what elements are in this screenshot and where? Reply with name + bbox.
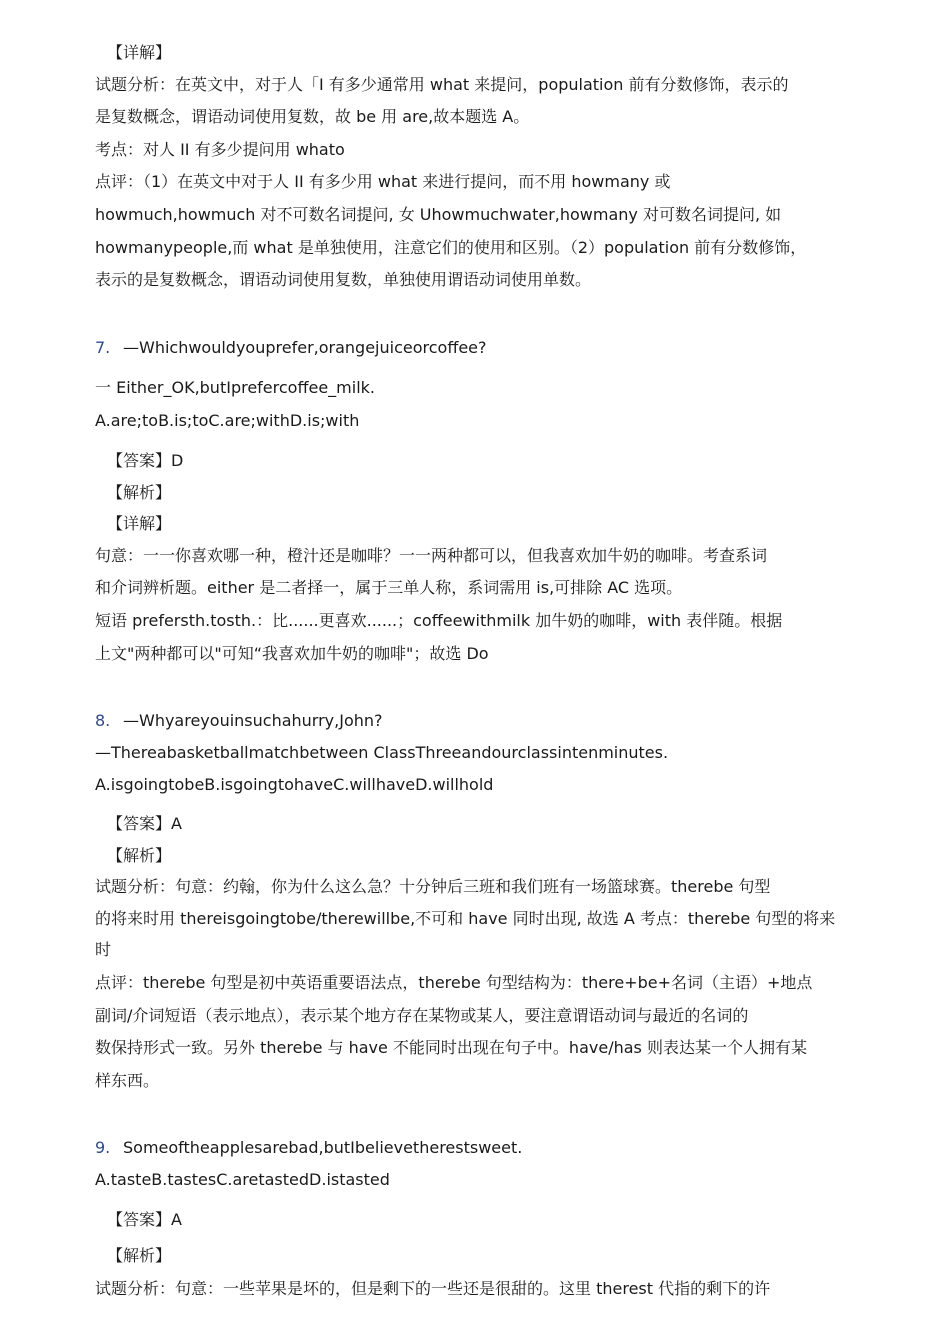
question-text: —Whyareyouinsuchahurry,John? <box>123 711 383 730</box>
paragraph-line: 时 <box>95 940 112 959</box>
answer-label: 【答案】A <box>107 1210 182 1229</box>
paragraph-line: 点评：（1）在英文中对于人 II 有多少用 what 来进行提问，而不用 howmany 或 <box>95 172 671 191</box>
paragraph-line: 副词/介词短语（表示地点），表示某个地方存在某物或某人，要注意谓语动词与最近的名词的 <box>95 1006 749 1025</box>
question-number: 8. <box>95 711 111 730</box>
paragraph-line: howmanypeople,而 what 是单独使用，注意它们的使用和区别。（2）population 前有分数修饰， <box>95 238 807 257</box>
paragraph-line: 试题分析：句意：一些苹果是坏的，但是剩下的一些还是很甜的。这里 therest 代指的剩下的许 <box>95 1279 771 1298</box>
paragraph-line: 试题分析：句意：约翰，你为什么这么急？十分钟后三班和我们班有一场篮球赛。therebe 句型 <box>95 877 771 896</box>
paragraph-line: howmuch,howmuch 对不可数名词提问, 女 Uhowmuchwater,howmany 对可数名词提问, 如 <box>95 205 782 224</box>
paragraph-line: 考点：对人 II 有多少提问用 whato <box>95 140 345 159</box>
question-9 <box>95 1137 522 1159</box>
question-number: 7. <box>95 338 111 357</box>
paragraph-line: 的将来时用 thereisgoingtobe/therewillbe,不可和 have 同时出现, 故选 A 考点：therebe 句型的将来 <box>95 909 836 928</box>
paragraph-line: 短语 prefersth.tosth.：比......更喜欢......；coffeewithmilk 加牛奶的咖啡，with 表伴随。根据 <box>95 611 783 630</box>
paragraph-line: 点评：therebe 句型是初中英语重要语法点，therebe 句型结构为：there+be+名词（主语）+地点 <box>95 973 813 992</box>
paragraph-line: 是复数概念，谓语动词使用复数，故 be 用 are,故本题选 A。 <box>95 107 530 126</box>
options-line: A.are;toB.is;toC.are;withD.is;with <box>95 411 360 430</box>
detail-heading: 【详解】 <box>107 43 172 62</box>
question-number: 9. <box>95 1138 111 1157</box>
question-8 <box>95 710 383 732</box>
question-text: —Whichwouldyouprefer,orangejuiceorcoffee? <box>123 338 487 357</box>
answer-label: 【答案】D <box>107 451 184 470</box>
options-line: A.isgoingtobeB.isgoingtohaveC.willhaveD.willhold <box>95 775 494 794</box>
paragraph-line: 试题分析：在英文中，对于人「I 有多少通常用 what 来提问，population 前有分数修饰，表示的 <box>95 75 789 94</box>
paragraph-line: 上文"两种都可以"可知“我喜欢加牛奶的咖啡"；故选 Do <box>95 644 489 663</box>
paragraph-line: 表示的是复数概念，谓语动词使用复数，单独使用谓语动词使用单数。 <box>95 270 592 289</box>
analysis-heading: 【解析】 <box>107 846 172 865</box>
question-7 <box>95 337 487 359</box>
question-text: Someoftheapplesarebad,butIbelievetherestsweet. <box>123 1138 523 1157</box>
question-line: 一 Either_OK,butIprefercoffee_milk. <box>95 378 375 397</box>
paragraph-line: 样东西。 <box>95 1071 160 1090</box>
answer-label: 【答案】A <box>107 814 182 833</box>
detail-heading: 【详解】 <box>107 514 172 533</box>
paragraph-line: 和介词辨析题。either 是二者择一，属于三单人称，系词需用 is,可排除 AC 选项。 <box>95 578 683 597</box>
analysis-heading: 【解析】 <box>107 483 172 502</box>
analysis-heading: 【解析】 <box>107 1246 172 1265</box>
question-line: —Thereabasketballmatchbetween ClassThreeandourclassintenminutes. <box>95 743 669 762</box>
paragraph-line: 数保持形式一致。另外 therebe 与 have 不能同时出现在句子中。have/has 则表达某一个人拥有某 <box>95 1038 807 1057</box>
options-line: A.tasteB.tastesC.aretastedD.istasted <box>95 1170 390 1189</box>
paragraph-line: 句意：一一你喜欢哪一种，橙汁还是咖啡？一一两种都可以，但我喜欢加牛奶的咖啡。考查系词 <box>95 546 768 565</box>
